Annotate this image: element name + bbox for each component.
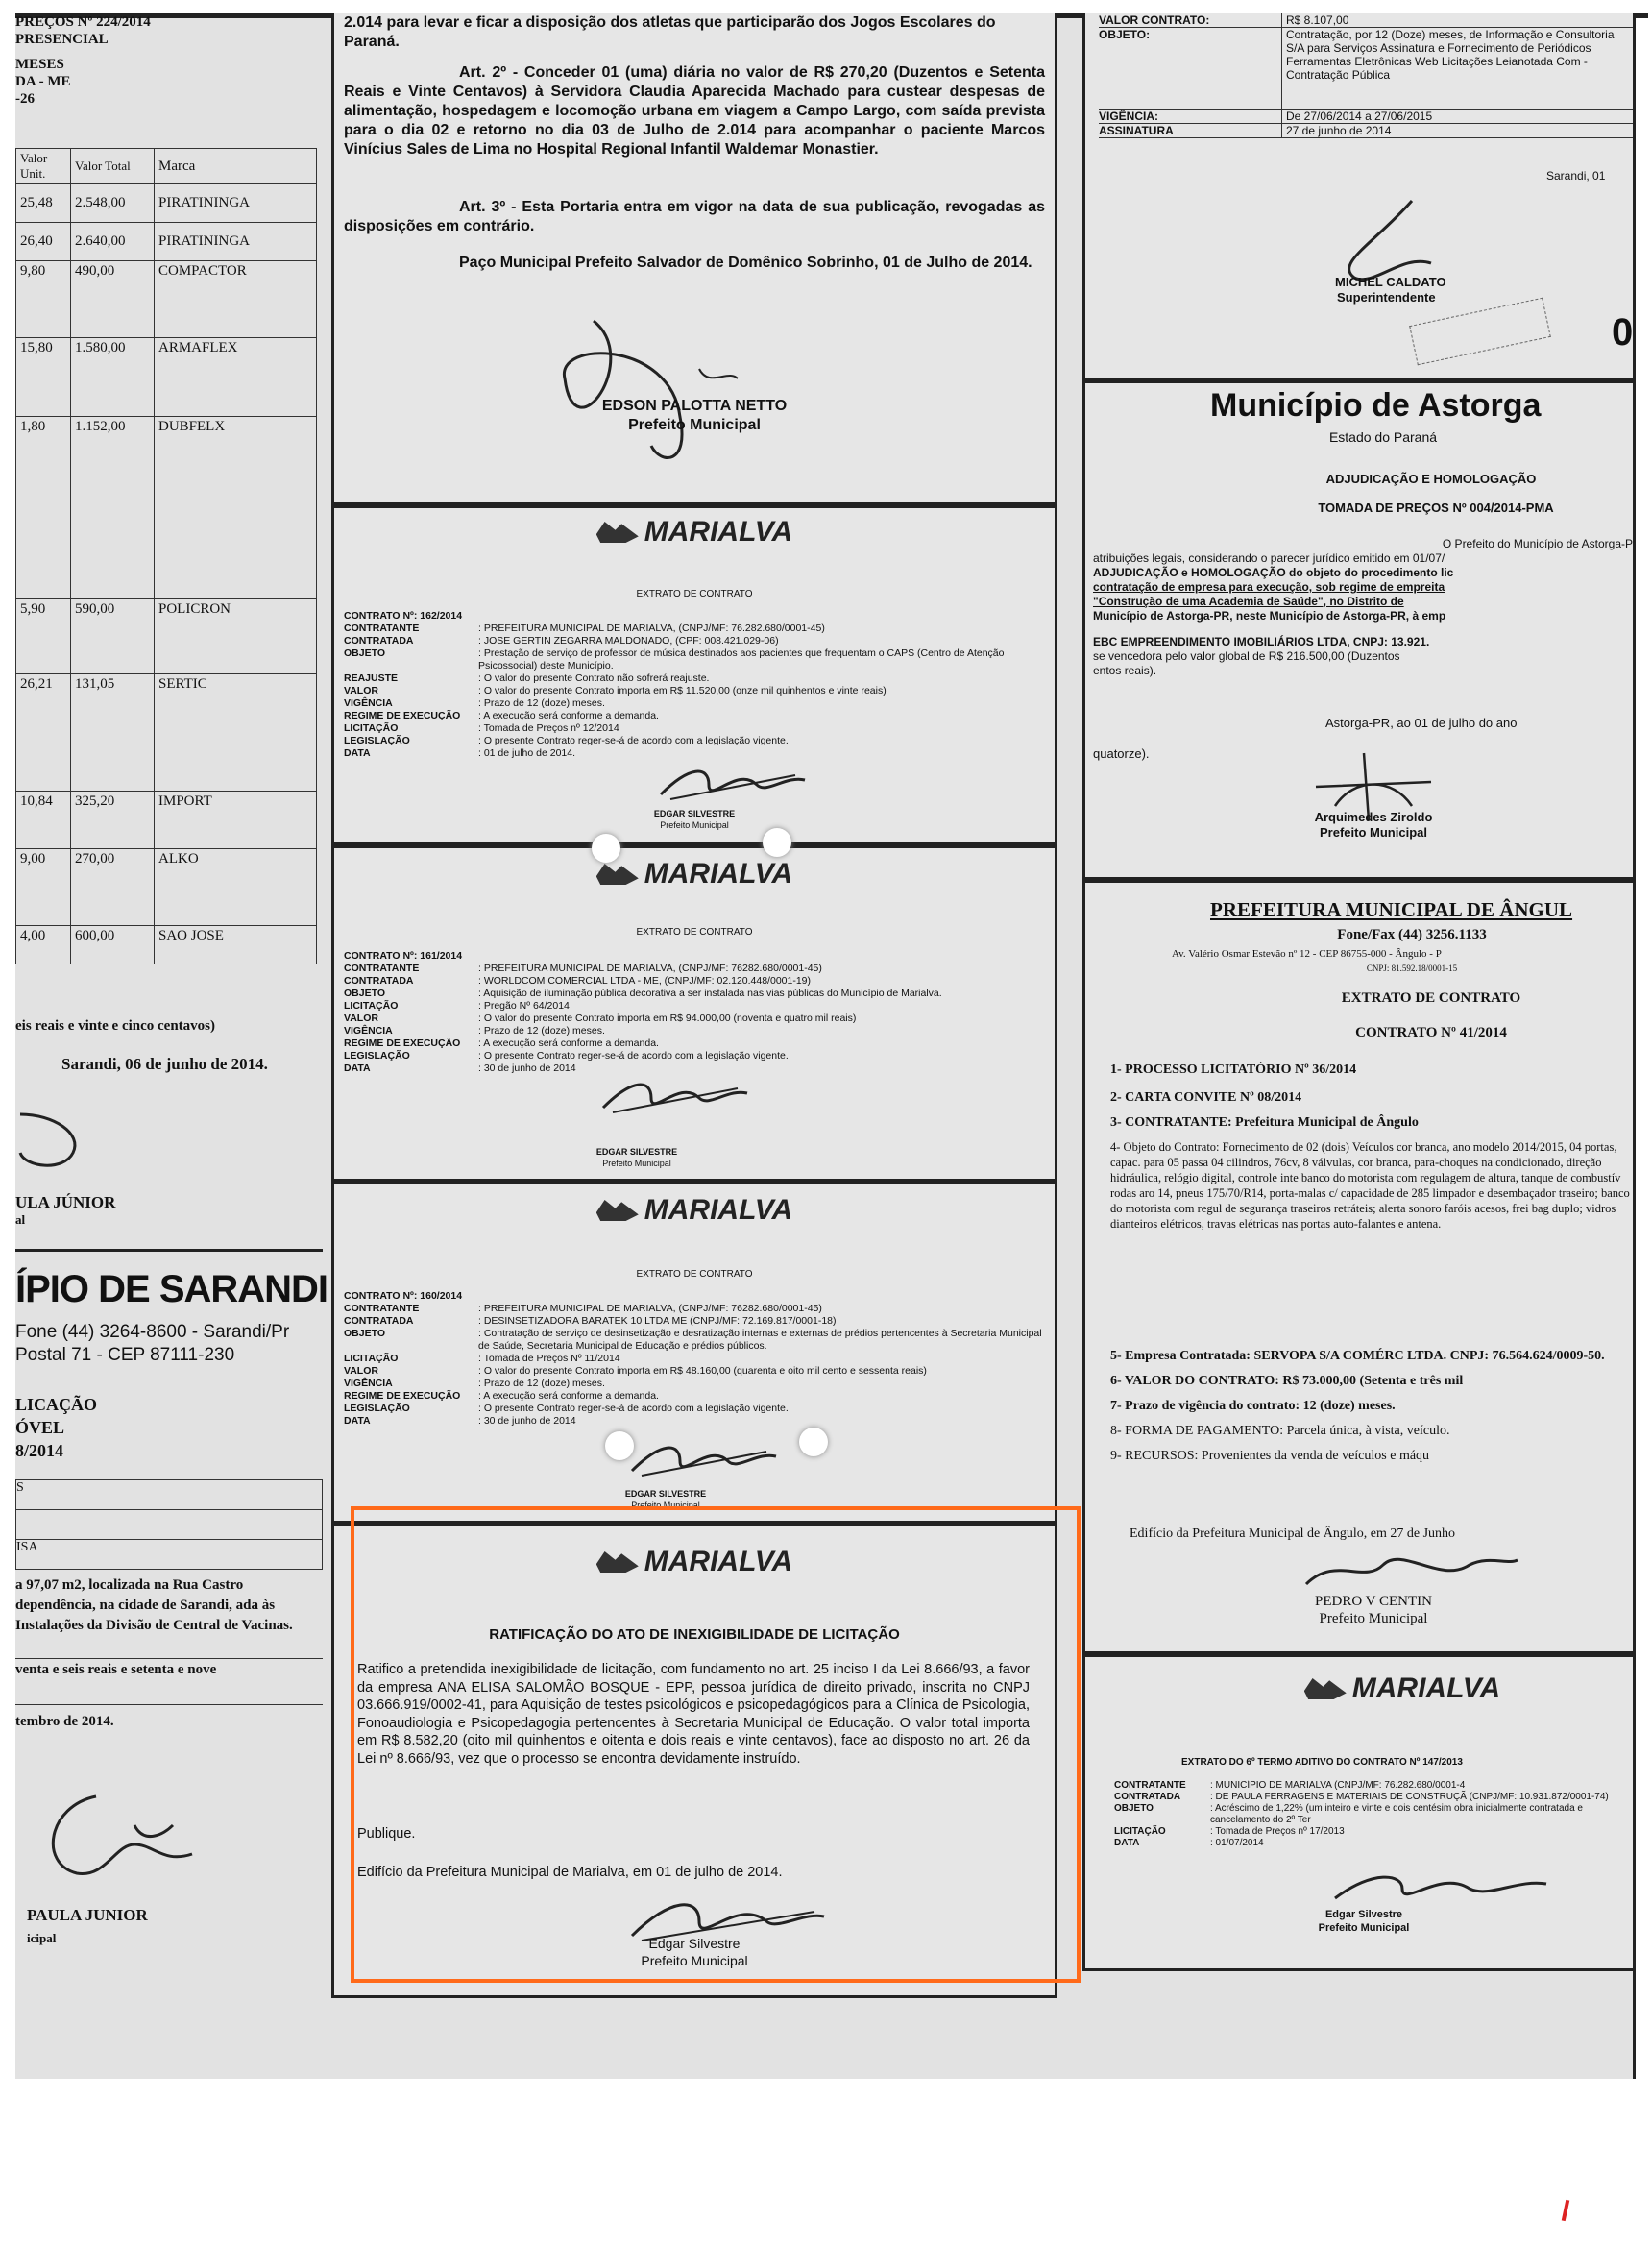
field-key: REGIME DE EXECUÇÃO <box>344 1038 461 1049</box>
aditivo-heading: EXTRATO DO 6º TERMO ADITIVO DO CONTRATO Nº 147/2013 <box>1181 1757 1463 1768</box>
marialva-seal-icon <box>596 864 639 885</box>
cell: 325,20 <box>71 792 155 849</box>
table-value: De 27/06/2014 a 27/06/2015 <box>1281 110 1633 123</box>
field-key: OBJETO <box>344 988 385 999</box>
table-row <box>16 417 317 599</box>
angulo-items <box>1110 1062 1633 1473</box>
extrato-contrato-2 <box>331 845 1057 1182</box>
signature-edgar <box>1325 1865 1556 1913</box>
field-value: : MUNICÍPIO DE MARIALVA (CNPJ/MF: 76.282.680/0001-4 <box>1210 1780 1466 1791</box>
cell: 1.152,00 <box>71 417 155 599</box>
ratificacao-heading: RATIFICAÇÃO DO ATO DE INEXIGIBILIDADE DE LICITAÇÃO <box>489 1626 900 1643</box>
field-key: CONTRATADA <box>1114 1792 1181 1802</box>
field-value: : WORLDCOM COMERCIAL LTDA - ME, (CNPJ/MF: 02.120.448/0001-19) <box>478 975 812 987</box>
field-row <box>344 1415 1051 1428</box>
table-key: VALOR CONTRATO: <box>1099 13 1210 27</box>
cell: 1.580,00 <box>71 338 155 417</box>
sarandi-body: a 97,07 m2, localizada na Rua Castro dependência, na cidade de Sarandi, ada às Instalações da Divisão de Central de Vacinas. <box>15 1577 293 1633</box>
field-key: CONTRATADA <box>344 975 414 987</box>
astorga-title: Município de Astorga <box>1210 387 1542 424</box>
cell: ALKO <box>155 849 317 926</box>
field-key: LEGISLAÇÃO <box>344 1050 410 1062</box>
marialva-logo <box>1181 1672 1623 1705</box>
portaria-text: 2.014 para levar e ficar a disposição dos atletas que participarão dos Jogos Escolares do Paraná. <box>344 14 996 50</box>
column-header: Valor Total <box>71 149 155 184</box>
text-line: atribuições legais, considerando o parecer jurídico emitido em 01/07/ <box>1093 551 1446 565</box>
signature-left-2 <box>29 1787 221 1892</box>
table-row <box>16 599 317 674</box>
field-value: : Tomada de Preços nº 12/2014 <box>478 722 620 734</box>
astorga-heading: ADJUDICAÇÃO E HOMOLOGAÇÃO <box>1325 472 1537 486</box>
angulo-address: Av. Valério Osmar Estevão nº 12 - CEP 86755-000 - Ângulo - P <box>1172 948 1442 960</box>
field-value: : 30 de junho de 2014 <box>478 1415 576 1427</box>
field-row <box>344 722 1051 735</box>
section-line: 8/2014 <box>15 1441 64 1460</box>
text-line: ADJUDICAÇÃO e HOMOLOGAÇÃO do objeto do procedimento lic <box>1093 566 1454 579</box>
field-row <box>344 610 1051 623</box>
field-row <box>344 685 1051 697</box>
signer-role: Prefeito Municipal <box>1319 1611 1428 1626</box>
cell: 5,90 <box>16 599 71 674</box>
field-value: : A execução será conforme a demanda. <box>478 1038 659 1049</box>
field-key: LEGISLAÇÃO <box>344 735 410 746</box>
table-header-row <box>16 149 317 184</box>
field-row <box>344 697 1051 710</box>
field-key: CONTRATADA <box>344 635 414 647</box>
cell: SERTIC <box>155 674 317 792</box>
field-row <box>344 1025 1051 1038</box>
field-value: : Prazo de 12 (doze) meses. <box>478 1025 605 1037</box>
cell: 2.548,00 <box>71 184 155 223</box>
field-row <box>344 623 1051 635</box>
field-value: : JOSE GERTIN ZEGARRA MALDONADO, (CPF: 008.421.029-06) <box>478 635 779 647</box>
list-item: 4- Objeto do Contrato: Fornecimento de 02 (dois) Veículos cor branca, ano modelo 2014/2015, 04 portas, capac. para 05 passa 04 cilindros, 76cv, 8 válvulas, cor branca, para-choques na condicionado, direção hidráulica, relógio digital, controle inte banco do motorista com regulagem de altura, tanque de combustív rodas aro 14, pneus 175/70/R14, porta-malas c/ capacidade de 285 limpador e desembaçador traseiro; banco do motorista com regul de segurança traseiros retráteis; alerta sonoro faróis acesos, frei bag duplo; vidros dianteiros elétricos, travas elétricas nas portas auto-falantes e antena. <box>1110 1140 1630 1231</box>
cell: DUBFELX <box>155 417 317 599</box>
cell: 600,00 <box>71 926 155 964</box>
cell: 10,84 <box>16 792 71 849</box>
field-value: : Tomada de Preços Nº 11/2014 <box>478 1353 620 1364</box>
table-value: Contratação, por 12 (Doze) meses, de Informação e Consultoria S/A para Serviços Assinatura e Fornecimento de Periódicos Ferramentas Eletrônicas Web Licitações Leianotada Com - Contratação Pública <box>1281 28 1633 109</box>
sarandi-postal: Postal 71 - CEP 87111-230 <box>15 1345 235 1365</box>
table-key: VIGÊNCIA: <box>1099 110 1159 123</box>
extrato-heading: EXTRATO DE CONTRATO <box>636 927 753 938</box>
angulo-title: PREFEITURA MUNICIPAL DE ÂNGUL <box>1210 898 1573 921</box>
cell: 4,00 <box>16 926 71 964</box>
marialva-seal-icon <box>596 522 639 543</box>
field-key: CONTRATADA <box>344 1315 414 1327</box>
stamp <box>1409 298 1551 366</box>
highlight-frame <box>351 1506 1081 1983</box>
signer-role: Superintendente <box>1337 290 1436 305</box>
field-row <box>344 635 1051 647</box>
field-value: : Contratação de serviço de desinsetização e desratização internas e externas de prédios pertencentes à Secretaria Municipal de Saúde, Secretaria Municipal de Educação e prédios públicos. <box>478 1328 1042 1352</box>
field-value: : Acréscimo de 1,22% (um inteiro e vinte e dois centésim obra inicialmente contratada e cancelamento do 2º Ter <box>1210 1803 1583 1825</box>
field-row <box>344 1013 1051 1025</box>
cell: IMPORT <box>155 792 317 849</box>
text-line: entos reais). <box>1093 664 1157 677</box>
field-key: REGIME DE EXECUÇÃO <box>344 1390 461 1402</box>
field-key: DATA <box>344 1415 371 1427</box>
field-key: DATA <box>344 747 371 759</box>
sarandi-section <box>15 1393 97 1462</box>
list-item: 6- VALOR DO CONTRATO: R$ 73.000,00 (Setenta e três mil <box>1110 1374 1464 1388</box>
signature-edgar <box>622 1432 786 1490</box>
table-row <box>16 849 317 926</box>
aditivo-box <box>1082 1654 1633 1971</box>
field-key: CONTRATO Nº: 160/2014 <box>344 1290 463 1302</box>
field-row <box>1114 1838 1633 1849</box>
field-value: : O presente Contrato reger-se-á de acordo com a legislação vigente. <box>478 1403 789 1414</box>
marialva-seal-icon <box>596 1200 639 1221</box>
field-value <box>478 950 1051 963</box>
table-value: 27 de junho de 2014 <box>1281 124 1633 137</box>
left-header-line: MESES <box>15 57 64 72</box>
cell: ARMAFLEX <box>155 338 317 417</box>
left-header <box>15 13 198 108</box>
field-row <box>344 988 1051 1000</box>
field-key: REAJUSTE <box>344 672 399 684</box>
field-key: REGIME DE EXECUÇÃO <box>344 710 461 721</box>
field-key: VIGÊNCIA <box>344 1025 393 1037</box>
field-row <box>344 1000 1051 1013</box>
field-value: : 01/07/2014 <box>1210 1838 1264 1848</box>
signer-role: Prefeito Municipal <box>660 820 729 830</box>
astorga-body <box>1093 537 1633 678</box>
price-table <box>15 148 317 964</box>
list-item: 1- PROCESSO LICITATÓRIO Nº 36/2014 <box>1110 1062 1357 1077</box>
logo-text: MARIALVA <box>1351 1672 1501 1704</box>
field-row <box>344 1328 1051 1353</box>
field-value: : Prestação de serviço de professor de música destinados aos pacientes que frequentam o CAPS (Centro de Atenção Psicossocial) deste Município. <box>478 647 1005 671</box>
text-line: Município de Astorga-PR, neste Município de Astorga-PR, à emp <box>1093 609 1446 623</box>
punch-hole <box>605 1431 634 1460</box>
field-value: : Prazo de 12 (doze) meses. <box>478 1378 605 1389</box>
divider <box>15 1249 323 1252</box>
table-row <box>16 338 317 417</box>
signer-name: Edgar Silvestre <box>648 1936 741 1951</box>
field-key: OBJETO <box>344 647 385 659</box>
field-value: : O presente Contrato reger-se-á de acordo com a legislação vigente. <box>478 735 789 746</box>
field-row <box>344 710 1051 722</box>
portaria-box <box>331 13 1057 505</box>
field-value: : A execução será conforme a demanda. <box>478 710 659 721</box>
punch-hole <box>592 834 620 863</box>
signer-name: ULA JÚNIOR <box>15 1193 116 1211</box>
signer-role: icipal <box>27 1931 57 1945</box>
sarandi-title: ÍPIO DE SARANDI <box>15 1268 328 1310</box>
field-row <box>344 672 1051 685</box>
field-row <box>344 1353 1051 1365</box>
cell: 9,00 <box>16 849 71 926</box>
field-key: LEGISLAÇÃO <box>344 1403 410 1414</box>
field-value: : PREFEITURA MUNICIPAL DE MARIALVA, (CNPJ/MF: 76.282.680/0001-45) <box>478 623 825 634</box>
extrato-fields <box>344 1290 1051 1428</box>
field-value: : O valor do presente Contrato não sofrerá reajuste. <box>478 672 710 684</box>
field-value: : O valor do presente Contrato importa em R$ 11.520,00 (onze mil quinhentos e vinte reais) <box>478 685 887 696</box>
list-item: 2- CARTA CONVITE Nº 08/2014 <box>1110 1090 1302 1105</box>
signer-role: Prefeito Municipal <box>641 1953 748 1968</box>
list-item: 8- FORMA DE PAGAMENTO: Parcela única, à vista, veículo. <box>1110 1424 1450 1438</box>
field-value: : O valor do presente Contrato importa em R$ 48.160,00 (quarenta e oito mil cento e sessenta reais) <box>478 1365 927 1377</box>
angulo-phone: Fone/Fax (44) 3256.1133 <box>1337 927 1487 942</box>
field-row <box>344 735 1051 747</box>
left-header-line: PREÇOS Nº 224/2014 <box>15 14 151 30</box>
column-header: Marca <box>155 149 317 184</box>
field-key: LICITAÇÃO <box>344 1000 399 1012</box>
cell: 2.640,00 <box>71 223 155 261</box>
table-row <box>1099 28 1633 110</box>
text-line: O Prefeito do Município de Astorga-P <box>1442 537 1633 550</box>
cell: COMPACTOR <box>155 261 317 338</box>
field-key: OBJETO <box>344 1328 385 1339</box>
cell: PIRATININGA <box>155 184 317 223</box>
astorga-date: Astorga-PR, ao 01 de julho do ano <box>1325 716 1518 730</box>
signer-name: EDSON PALOTTA NETTO <box>601 398 788 414</box>
marialva-logo <box>334 1194 1055 1227</box>
signature-left-1 <box>15 1095 102 1182</box>
marialva-logo <box>334 858 1055 891</box>
contrato-box-right <box>1082 13 1633 380</box>
table-row <box>16 184 317 223</box>
list-item: 7- Prazo de vigência do contrato: 12 (doze) meses. <box>1110 1399 1396 1413</box>
field-key: VIGÊNCIA <box>344 1378 393 1389</box>
field-value: : O presente Contrato reger-se-á de acordo com a legislação vigente. <box>478 1050 789 1062</box>
field-value: : Prazo de 12 (doze) meses. <box>478 697 605 709</box>
table-key: OBJETO: <box>1099 28 1151 41</box>
punch-hole <box>799 1428 828 1456</box>
extrato-fields <box>344 610 1051 760</box>
logo-text: MARIALVA <box>644 1194 793 1226</box>
extrato-heading: EXTRATO DE CONTRATO <box>636 589 753 599</box>
cell: 25,48 <box>16 184 71 223</box>
field-key: VIGÊNCIA <box>344 697 393 709</box>
table-row <box>16 223 317 261</box>
field-key: LICITAÇÃO <box>344 1353 399 1364</box>
aditivo-fields <box>1114 1780 1633 1849</box>
angulo-cnpj: CNPJ: 81.592.18/0001-15 <box>1366 964 1458 973</box>
field-row <box>1114 1826 1633 1838</box>
field-value: : 30 de junho de 2014 <box>478 1062 576 1074</box>
contract-table <box>1099 13 1633 138</box>
left-header-line: -26 <box>15 91 35 107</box>
field-row <box>344 1038 1051 1050</box>
cell: 1,80 <box>16 417 71 599</box>
extrato-fields <box>344 950 1051 1075</box>
field-key: CONTRATANTE <box>344 1303 420 1314</box>
field-value: : Pregão Nº 64/2014 <box>478 1000 570 1012</box>
signer-role: Prefeito Municipal <box>631 1501 700 1510</box>
field-row <box>344 1378 1051 1390</box>
section-line: ÓVEL <box>15 1418 65 1437</box>
list-item: 9- RECURSOS: Provenientes da venda de veículos e máqu <box>1110 1449 1430 1463</box>
field-key: LICITAÇÃO <box>344 722 399 734</box>
field-value: : Aquisição de iluminação pública decorativa a ser instalada nas vias públicas do Município de Marialva. <box>478 988 942 999</box>
field-key: CONTRATANTE <box>344 623 420 634</box>
table-row <box>16 674 317 792</box>
field-value: : Tomada de Preços nº 17/2013 <box>1210 1826 1345 1837</box>
table-row <box>1099 110 1633 124</box>
cell: 590,00 <box>71 599 155 674</box>
field-value: : DE PAULA FERRAGENS E MATERIAIS DE CONSTRUÇÃ (CNPJ/MF: 10.931.872/0001-74) <box>1210 1792 1609 1802</box>
ratificacao-local: Edifício da Prefeitura Municipal de Marialva, em 01 de julho de 2014. <box>357 1865 783 1880</box>
sarandi-form <box>15 1479 323 1570</box>
total-text: eis reais e vinte e cinco centavos) <box>15 1018 216 1034</box>
field-value: : DESINSETIZADORA BARATEK 10 LTDA ME (CNPJ/MF: 72.169.817/0001-18) <box>478 1315 837 1327</box>
cell: 490,00 <box>71 261 155 338</box>
left-header-line: DA - ME <box>15 74 71 89</box>
astorga-text: quatorze). <box>1093 746 1150 761</box>
signer-name: Edgar Silvestre <box>1324 1909 1403 1920</box>
ratificacao-body: Ratifico a pretendida inexigibilidade de licitação, com fundamento no art. 25 inciso I da Lei 8.666/93, a favor da empresa ANA ELISA SALOMÃO BOSQUE - EPP, pessoa jurídica de direito privado, inscrita no CNPJ 03.666.919/0002-41, para Aquisição de testes psicológicos e psicopedagógicos para a Clínica de Psicologia, Fonoaudiologia e Psicopedagogia pertencentes à Secretaria Municipal de Educação. O valor total importa em R$ 8.582,20 (oito mil quinhentos e oitenta e dois reais e vinte centavos), face ao disposto no art. 26 da Lei nº 8.666/93, vez que o processo se encontra devidamente instruído. <box>357 1662 1030 1767</box>
signer-name: EDGAR SILVESTRE <box>653 809 736 818</box>
cell: 131,05 <box>71 674 155 792</box>
field-row <box>344 647 1051 672</box>
table-row <box>16 792 317 849</box>
signer-role: Prefeito Municipal <box>1318 1922 1410 1934</box>
signer-name: EDGAR SILVESTRE <box>595 1147 678 1157</box>
field-row <box>344 1315 1051 1328</box>
red-mark <box>1562 2200 1569 2221</box>
form-row: ISA <box>15 1540 323 1570</box>
extrato-contrato-1 <box>331 505 1057 845</box>
signer-role: al <box>15 1212 26 1227</box>
divider <box>15 1658 323 1659</box>
field-value: : PREFEITURA MUNICIPAL DE MARIALVA, (CNPJ/MF: 76282.680/0001-45) <box>478 1303 822 1314</box>
text-line: se vencedora pelo valor global de R$ 216.500,00 (Duzentos <box>1093 649 1400 663</box>
page-number: 0 <box>1612 311 1634 354</box>
signer-name: EDGAR SILVESTRE <box>624 1489 707 1499</box>
field-value <box>478 1290 1051 1303</box>
field-row <box>344 1390 1051 1403</box>
list-item: 3- CONTRATANTE: Prefeitura Municipal de Ângulo <box>1110 1115 1419 1130</box>
field-key: DATA <box>344 1062 371 1074</box>
portaria-art3: Art. 3º - Esta Portaria entra em vigor na data de sua publicação, revogadas as disposições em contrário. <box>344 199 1045 234</box>
section-line: LICAÇÃO <box>15 1395 98 1414</box>
table-value: R$ 8.107,00 <box>1281 13 1633 27</box>
sarandi-date: tembro de 2014. <box>15 1714 114 1729</box>
logo-text: MARIALVA <box>644 858 793 890</box>
field-value: : O valor do presente Contrato importa em R$ 94.000,00 (noventa e quatro mil reais) <box>478 1013 857 1024</box>
portaria-paco: Paço Municipal Prefeito Salvador de Domênico Sobrinho, 01 de Julho de 2014. <box>459 255 1032 271</box>
field-value: : PREFEITURA MUNICIPAL DE MARIALVA, (CNPJ/MF: 76282.680/0001-45) <box>478 963 822 974</box>
cell: 270,00 <box>71 849 155 926</box>
signature-edgar <box>594 1069 757 1127</box>
logo-text: MARIALVA <box>644 516 793 548</box>
cell: 9,80 <box>16 261 71 338</box>
sarandi-phone: Fone (44) 3264-8600 - Sarandi/Pr <box>15 1322 290 1342</box>
angulo-contrato: CONTRATO Nº 41/2014 <box>1355 1025 1507 1040</box>
left-header-line: PRESENCIAL <box>15 32 109 47</box>
field-key: LICITAÇÃO <box>1114 1826 1166 1837</box>
angulo-extrato: EXTRATO DE CONTRATO <box>1341 990 1521 1006</box>
date-text: Sarandi, 01 <box>1546 169 1606 183</box>
field-key: VALOR <box>344 685 378 696</box>
cell: SAO JOSE <box>155 926 317 964</box>
field-key: VALOR <box>344 1013 378 1024</box>
signer-role: Prefeito Municipal <box>628 417 761 433</box>
cell: 26,40 <box>16 223 71 261</box>
table-row <box>1099 124 1633 138</box>
signer-name: PAULA JUNIOR <box>27 1906 148 1924</box>
field-value <box>478 610 1051 623</box>
ratificacao-publique: Publique. <box>357 1826 416 1842</box>
field-row <box>344 1303 1051 1315</box>
marialva-seal-icon <box>1304 1678 1347 1699</box>
signature-edson <box>536 302 824 475</box>
field-row <box>1114 1780 1633 1792</box>
astorga-state: Estado do Paraná <box>1328 429 1438 445</box>
divider <box>15 1704 323 1705</box>
field-row <box>1114 1792 1633 1803</box>
table-row <box>16 261 317 338</box>
field-value: : A execução será conforme a demanda. <box>478 1390 659 1402</box>
extrato-heading: EXTRATO DE CONTRATO <box>636 1269 753 1280</box>
angulo-box <box>1082 880 1633 1654</box>
signer-name: Arquimedes Ziroldo <box>1314 810 1433 824</box>
field-key: CONTRATANTE <box>344 963 420 974</box>
portaria-art2: Art. 2º - Conceder 01 (uma) diária no valor de R$ 270,20 (Duzentos e Setenta Reais e Vinte Centavos) à Servidora Claudia Aparecida Machado para custear despesas de alimentação, hospedagem e locomoção urbana em viagem a Campo Largo, com saída prevista para o dia 02 e retorno no dia 03 de Julho de 2.014 para acompanhar o paciente Marcos Vinícius Sales de Lima no Hospital Regional Infantil Waldemar Monastier. <box>344 64 1045 158</box>
field-row <box>344 1050 1051 1062</box>
field-value: : 01 de julho de 2014. <box>478 747 576 759</box>
field-row <box>344 1365 1051 1378</box>
punch-hole <box>763 828 791 857</box>
signer-name: MICHEL CALDATO <box>1335 275 1446 289</box>
cell: 26,21 <box>16 674 71 792</box>
signer-role: Prefeito Municipal <box>602 1159 671 1168</box>
sarandi-value: venta e seis reais e setenta e nove <box>15 1662 217 1677</box>
cell: POLICRON <box>155 599 317 674</box>
date-text: Sarandi, 06 de junho de 2014. <box>61 1055 268 1073</box>
marialva-logo <box>334 516 1055 549</box>
field-key: CONTRATANTE <box>1114 1780 1186 1791</box>
table-row <box>16 926 317 964</box>
text-line: "Construção de uma Academia de Saúde", no Distrito de <box>1093 595 1404 608</box>
field-row <box>344 950 1051 963</box>
field-row <box>344 963 1051 975</box>
field-row <box>1114 1803 1633 1826</box>
field-key: CONTRATO Nº: 161/2014 <box>344 950 463 962</box>
field-row <box>344 1403 1051 1415</box>
astorga-sub: TOMADA DE PREÇOS Nº 004/2014-PMA <box>1318 500 1554 515</box>
text-line: contratação de empresa para execução, sob regime de empreita <box>1093 580 1446 594</box>
angulo-local: Edifício da Prefeitura Municipal de Ângulo, em 27 de Junho <box>1130 1526 1456 1541</box>
field-row <box>344 1290 1051 1303</box>
text-line: EBC EMPREENDIMENTO IMOBILIÁRIOS LTDA, CNPJ: 13.921. <box>1093 635 1430 648</box>
field-key: OBJETO <box>1114 1803 1154 1814</box>
field-key: VALOR <box>344 1365 378 1377</box>
signature-edgar <box>651 756 814 814</box>
astorga-box <box>1082 380 1633 880</box>
logo-text: MARIALVA <box>644 1546 793 1577</box>
table-row <box>1099 13 1633 28</box>
field-key: CONTRATO Nº: 162/2014 <box>344 610 463 622</box>
table-key: ASSINATURA <box>1099 124 1174 137</box>
column-header: Valor Unit. <box>16 149 71 184</box>
form-row: S <box>15 1479 323 1510</box>
form-row <box>15 1510 323 1540</box>
signer-name: PEDRO V CENTIN <box>1315 1594 1432 1609</box>
field-row <box>344 975 1051 988</box>
cell: 15,80 <box>16 338 71 417</box>
extrato-contrato-3 <box>331 1182 1057 1524</box>
signer-role: Prefeito Municipal <box>1320 825 1427 840</box>
cell: PIRATININGA <box>155 223 317 261</box>
list-item: 5- Empresa Contratada: SERVOPA S/A COMÉRC LTDA. CNPJ: 76.564.624/0009-50. <box>1110 1349 1605 1363</box>
field-key: DATA <box>1114 1838 1140 1848</box>
